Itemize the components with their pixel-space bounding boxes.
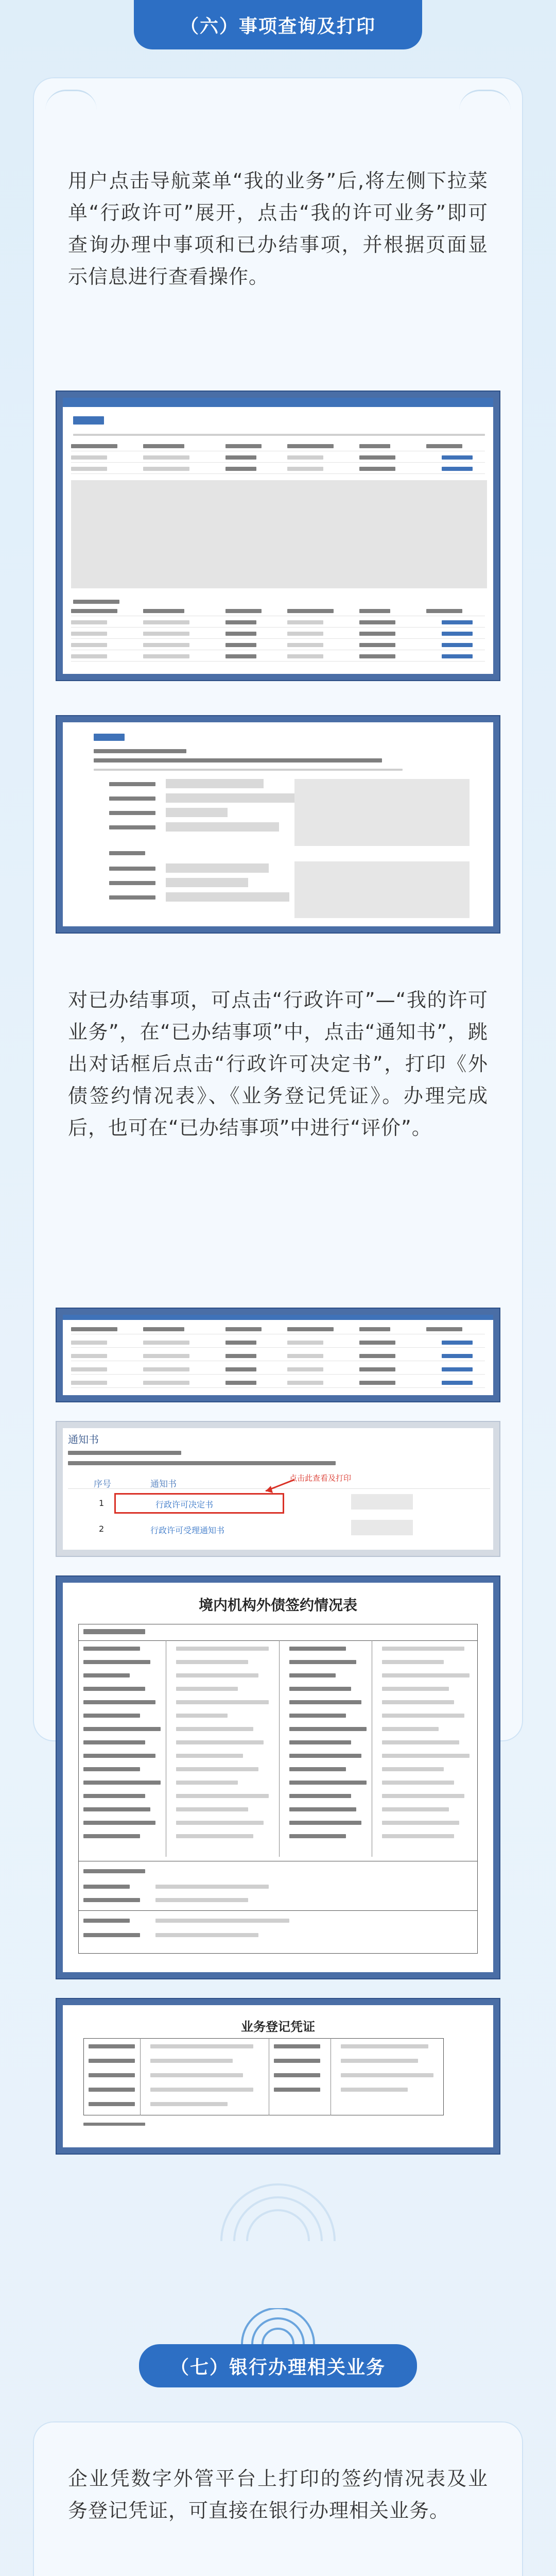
section7-paragraph: 企业凭数字外管平台上打印的签约情况表及业务登记凭证，可直接在银行办理相关业务。: [68, 2467, 488, 2522]
screenshot-finished-list: [57, 1309, 499, 1401]
decor-circles-section7: [232, 2308, 324, 2344]
col-header-no: 序号: [94, 1479, 111, 1489]
document-signing-status: [57, 1577, 499, 1978]
section7-title: （七）银行办理相关业务: [170, 2357, 386, 2378]
dialog-title: 通知书: [68, 1433, 99, 1446]
document-certificate-title: 业务登记凭证: [241, 2020, 315, 2034]
row-no-1: 1: [99, 1498, 105, 1508]
col-header-name: 通知书: [150, 1479, 177, 1489]
decor-arc-top: [45, 90, 97, 110]
row-no-2: 2: [99, 1524, 105, 1534]
section6-title: （六）事项查询及打印: [180, 15, 376, 37]
screenshot-business-detail: [57, 716, 499, 933]
screenshot-notice-dialog: [57, 1422, 499, 1556]
document-registration-certificate: [57, 1999, 499, 2154]
section6-header: [134, 0, 422, 49]
decision-letter-link[interactable]: 行政许可决定书: [155, 1500, 214, 1510]
callout-text: 点击此查看及打印: [289, 1473, 352, 1483]
document-signing-title: 境内机构外债签约情况表: [198, 1597, 357, 1614]
section6-paragraph-2: 对已办结事项，可点击“行政许可”—“我的许可业务”，在“已办结事项”中，点击“通知书”，跳出对话框后点击“行政许可决定书”，打印《外债签约情况表》、《业务登记凭证》。办理完成后，也可在“已办结事项”中进行“评价”。: [68, 989, 488, 1139]
section6-paragraph-1: 用户点击导航菜单“我的业务”后,将左侧下拉菜单“行政许可”展开，点击“我的许可业务”即可查询办理中事项和已办结事项，并根据页面显示信息进行查看操作。: [68, 170, 488, 288]
acceptance-notice-link[interactable]: 行政许可受理通知书: [150, 1526, 225, 1535]
section7-header: [139, 2344, 417, 2387]
decor-arc-top-right: [459, 90, 511, 110]
screenshot-my-business-list: [57, 392, 499, 680]
decor-circles-bottom: [211, 2179, 345, 2241]
